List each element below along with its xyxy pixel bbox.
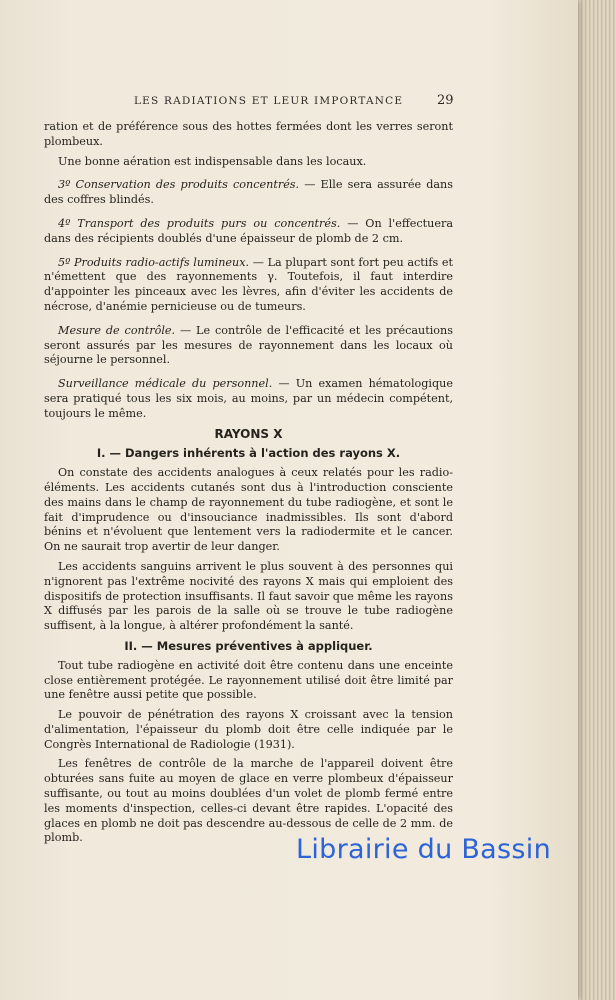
paragraph-label: 3º Conservation des produits concentrés. <box>58 178 300 192</box>
paragraph: Tout tube radiogène en activité doit être contenu dans une enceinte close entièrement protégée. Le rayonnement utilisé doit être limité par une fenêtre aussi petite que possible. <box>44 658 453 702</box>
page-body <box>44 120 453 851</box>
running-header: LES RADIATIONS ET LEUR IMPORTANCE <box>134 95 404 107</box>
paragraph-text: — On l'effectuera dans des récipients doublés d'une épaisseur de plomb de 2 cm. <box>44 216 453 245</box>
paragraph <box>44 217 453 247</box>
paragraph: Le pouvoir de pénétration des rayons X croissant avec la tension d'alimentation, l'épaisseur du plomb doit être celle indiquée par le Congrès International de Radiologie (1931). <box>44 708 453 751</box>
paragraph-text: — Elle sera assurée dans des coffres blindés. <box>44 178 453 207</box>
paragraph: Les fenêtres de contrôle de la marche de l'appareil doivent être obturées sans fuite au moyen de glace en verre plombeux d'épaisseur suffisante, ou tout au moins doublées d'un volet de plomb fermé entre les moments d'inspection, celles-ci devant être rapides. L'opacité des glaces en plomb ne doit pas descendre au-dessous de celle de 2 mm. de plomb. <box>44 757 453 845</box>
paragraph <box>44 178 453 208</box>
paragraph: Les accidents sanguins arrivent le plus souvent à des personnes qui n'ignorent pas l'extrême nocivité des rayons X mais qui emploient des dispositifs de protection insuffisants. Il faut savoir que même les rayons X diffusés par les parois de la salle où se trouve le tube radiogène suffisent, à la longue, à altérer profondément la santé. <box>44 559 453 633</box>
paragraph <box>44 377 453 421</box>
watermark-text: Librairie du Bassin <box>296 834 551 865</box>
paragraph: Une bonne aération est indispensable dans les locaux. <box>58 154 367 168</box>
paragraph: ration et de préférence sous des hottes fermées dont les verres seront plombeux. <box>44 120 453 148</box>
paragraph-label: 5º Produits radio-actifs lumineux. <box>58 255 250 269</box>
paragraph-label: Mesure de contrôle. <box>58 323 176 337</box>
paragraph-text: — Un examen hématologique sera pratiqué tous les six mois, au moins, par un médecin compétent, toujours le même. <box>44 377 453 420</box>
subsection-title: II. — Mesures préventives à appliquer. <box>124 638 373 653</box>
paragraph <box>44 256 453 315</box>
paragraph-text: — La plupart sont fort peu actifs et n'émettent que des rayonnements γ. Toutefois, il faut interdire d'appointer les pinceaux avec les lèvres, afin d'éviter les accidents de nécrose, d'anémie pernicieuse ou de tumeurs. <box>44 255 453 313</box>
page-number: 29 <box>437 93 454 108</box>
paragraph-label: Surveillance médicale du personnel. <box>58 377 273 391</box>
paragraph-text: — Le contrôle de l'efficacité et les précautions seront assurés par les mesures de rayonnement dans les locaux où séjourne le personnel. <box>44 323 453 367</box>
paragraph <box>44 324 453 368</box>
paragraph: On constate des accidents analogues à ceux relatés pour les radio-éléments. Les accidents cutanés sont dus à l'introduction consciente des mains dans le champ de rayonnement du tube radiogène, et sont le fait d'imprudence ou d'insouciance inadmissibles. Ils sont d'abord bénins et n'évoluent que lentement vers la radiodermite et le cancer. On ne saurait trop avertir de leur danger. <box>44 466 453 554</box>
subsection-title: I. — Dangers inhérents à l'action des rayons X. <box>96 446 401 461</box>
paragraph-label: 4º Transport des produits purs ou concentrés. <box>58 216 341 230</box>
book-page-edges <box>574 0 616 1000</box>
section-title: RAYONS X <box>214 426 283 441</box>
